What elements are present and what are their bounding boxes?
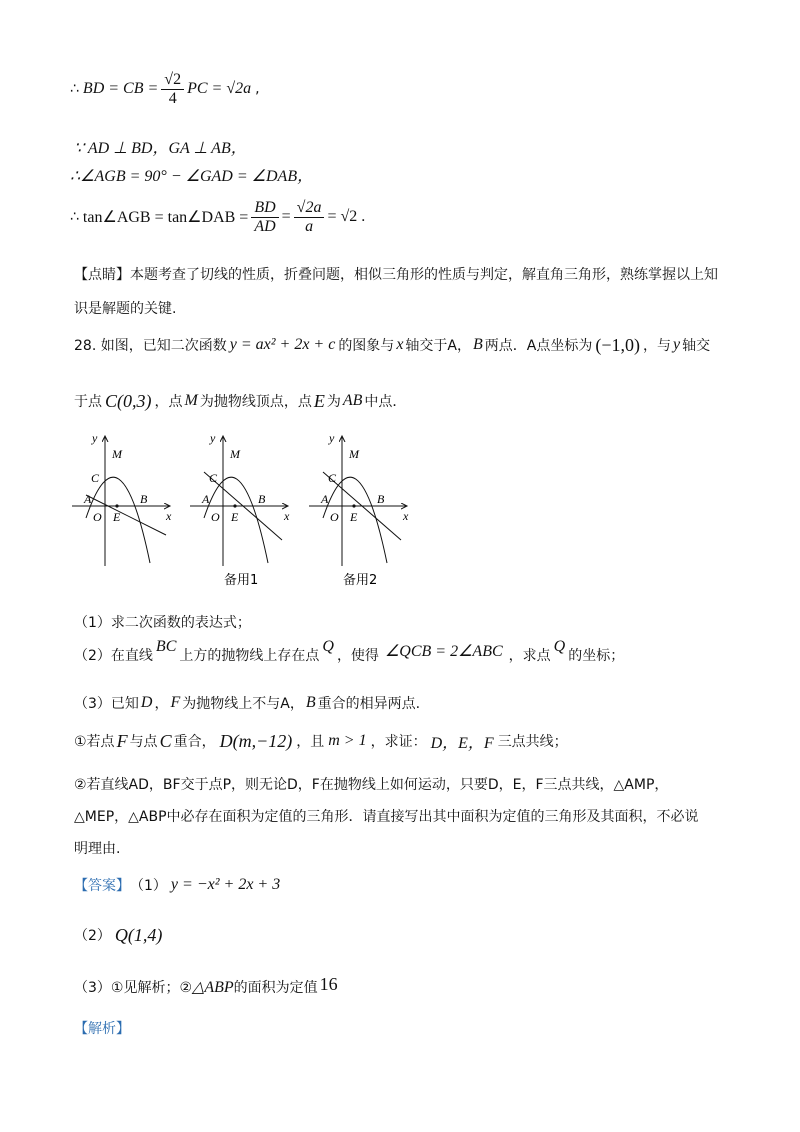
point-b-label: B bbox=[377, 492, 385, 506]
figure-caption-2: 备用2 bbox=[343, 573, 378, 588]
x-axis-label: x bbox=[403, 509, 409, 523]
point-a-label: A bbox=[202, 492, 210, 506]
point-b-label: B bbox=[140, 492, 148, 506]
point-m-label: M bbox=[112, 447, 122, 461]
answer-tag: 【答案】 bbox=[74, 878, 130, 894]
point-e-label: E bbox=[113, 510, 121, 524]
point-a-label: A bbox=[321, 492, 329, 506]
origin-label: O bbox=[93, 510, 102, 524]
question-3-part-1: ①若点 F 与点 C 重合， D(m,−12) ，且 m > 1 ，求证： D，E，F 三点共线； bbox=[74, 730, 568, 752]
point-m-label: M bbox=[230, 447, 240, 461]
comment-line-2: 识是解题的关键. bbox=[74, 301, 177, 317]
question-3-part-2-line-2: △MEP，△ABP中必存在面积为定值的三角形．请直接写出其中面积为定值的三角形及其面积，不必说 bbox=[74, 809, 699, 825]
point-c-label: C bbox=[209, 471, 218, 485]
derivation-line-3: ∴∠AGB = 90° − ∠GAD = ∠DAB， bbox=[70, 168, 314, 185]
answer-1: 【答案】 （1） y = −x² + 2x + 3 bbox=[74, 876, 281, 894]
comment-line-1: 【点睛】本题考查了切线的性质，折叠问题，相似三角形的性质与判定，解直角三角形，熟练掌握以上知 bbox=[74, 267, 718, 283]
derivation-line-2: ∵ AD ⊥ BD，GA ⊥ AB， bbox=[74, 140, 247, 157]
point-c-label: C bbox=[328, 471, 337, 485]
point-a-label: A bbox=[84, 492, 92, 506]
origin-label: O bbox=[330, 510, 339, 524]
problem-28-stem-line-1: 28. 如图，已知二次函数 y = ax² + 2x + c 的图象与 x 轴交于A， B 两点．A点坐标为 (−1,0) ，与 y 轴交 bbox=[74, 334, 711, 355]
point-c-label: C bbox=[91, 471, 100, 485]
figure-main bbox=[72, 431, 172, 566]
figure-spare-1 bbox=[190, 431, 290, 588]
figure-caption-1: 备用1 bbox=[224, 573, 259, 588]
x-axis-label: x bbox=[284, 509, 290, 523]
derivation-line-4: ∴ tan∠AGB = tan∠DAB = $\frac{BD}{AD}$ = $\frac{√2a}{a}$ = √2 . bbox=[70, 198, 366, 235]
y-axis-label: y bbox=[329, 431, 335, 445]
figure-spare-2 bbox=[309, 431, 409, 588]
y-axis-label: y bbox=[92, 431, 98, 445]
fraction: $\frac{BD}{AD}$ bbox=[251, 199, 278, 236]
question-3-part-2-line-3: 明理由. bbox=[74, 841, 121, 857]
derivation-line-1: ∴ BD = CB = $\frac{√2}{4}$ PC = √2a , bbox=[70, 70, 260, 107]
point-e-label: E bbox=[350, 510, 358, 524]
question-3: （3）已知 D ， F 为抛物线上不与A， B 重合的相异两点. bbox=[74, 694, 421, 712]
question-2: （2）在直线 BC 上方的抛物线上存在点 Q ，使得 ∠QCB = 2∠ABC ，求点 Q 的坐标； bbox=[74, 638, 625, 664]
question-1: （1）求二次函数的表达式； bbox=[74, 615, 251, 631]
x-axis-label: x bbox=[166, 509, 172, 523]
origin-label: O bbox=[211, 510, 220, 524]
answer-2: （2） Q(1,4) bbox=[74, 924, 163, 945]
answer-3: （3）①见解析；② △ABP 的面积为定值 16 bbox=[74, 973, 338, 996]
point-e-label: E bbox=[231, 510, 239, 524]
point-m-label: M bbox=[349, 447, 359, 461]
point-b-label: B bbox=[258, 492, 266, 506]
y-axis-label: y bbox=[210, 431, 216, 445]
fraction: $\frac{√2a}{a}$ bbox=[294, 199, 325, 236]
fraction: $\frac{√2}{4}$ bbox=[161, 71, 184, 108]
problem-28-stem-line-2: 于点 C(0,3) ，点 M 为抛物线顶点，点 E 为 AB 中点． bbox=[74, 390, 407, 411]
figure-row bbox=[0, 428, 800, 598]
question-3-part-2-line-1: ②若直线AD，BF交于点P，则无论D，F在抛物线上如何运动，只要D，E，F三点共线，△AMP， bbox=[74, 777, 669, 793]
analysis-tag: 【解析】 bbox=[74, 1021, 130, 1037]
